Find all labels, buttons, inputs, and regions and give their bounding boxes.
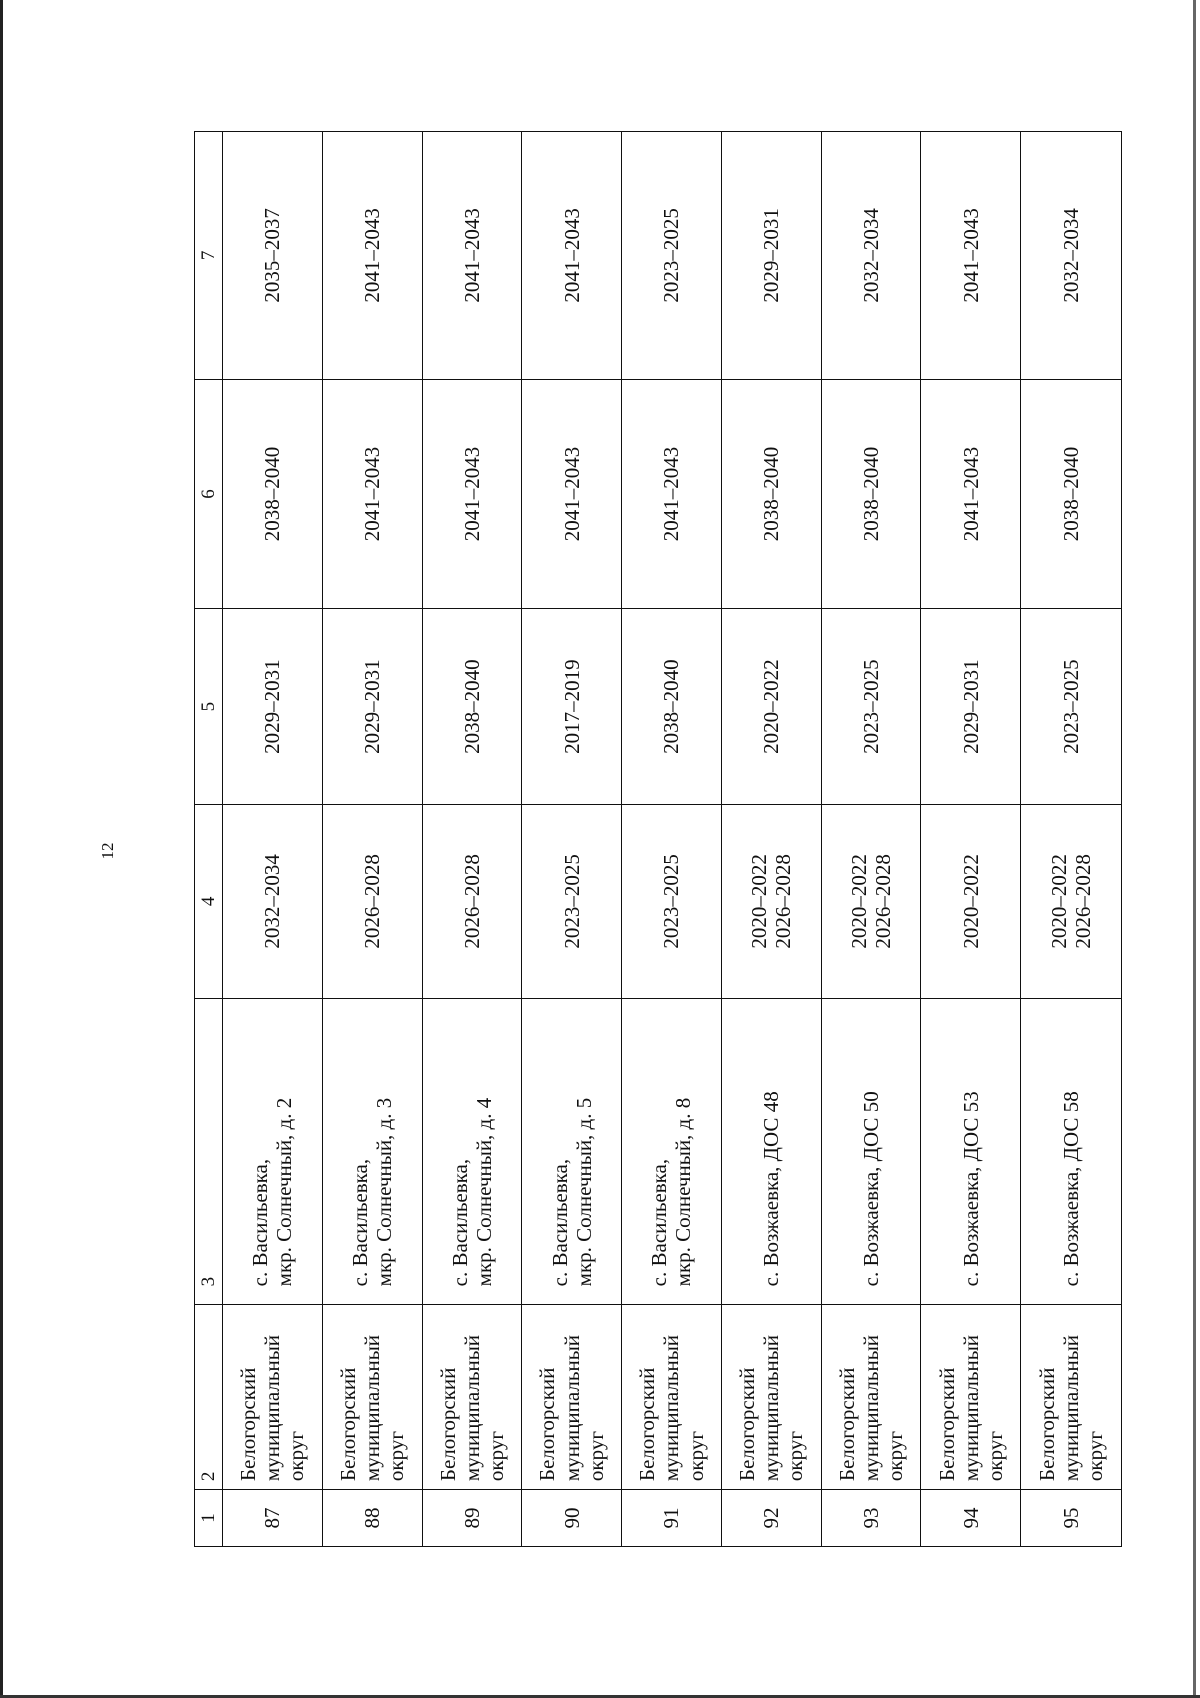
cell-address: [722, 999, 821, 1306]
cell-text: 2029–2031: [759, 208, 784, 303]
cell-period-7: [921, 132, 1020, 380]
header-cell-number: [195, 1490, 222, 1546]
cell-number: [1021, 1490, 1121, 1546]
cell-text: с. Васильевка, мкр. Солнечный, д. 2: [248, 1097, 297, 1287]
cell-text: 2020–2022 2026–2028: [1046, 854, 1096, 949]
page-number: 12: [98, 842, 117, 860]
cell-text: Белогорский муниципальный округ: [635, 1334, 708, 1482]
cell-text: 2041–2043: [659, 446, 684, 542]
cell-text: с. Возжаевка, ДОС 48: [759, 1091, 784, 1287]
cell-text: 2026–2028: [360, 854, 385, 949]
cell-text: с. Васильевка, мкр. Солнечный, д. 5: [547, 1097, 596, 1287]
cell-text: 2038–2040: [858, 446, 883, 542]
cell-text: Белогорский муниципальный округ: [1034, 1334, 1108, 1482]
header-cell-period-7: [195, 132, 222, 380]
cell-text: 2041–2043: [958, 446, 983, 542]
cell-number: [223, 1490, 322, 1546]
cell-period-4: [522, 805, 621, 999]
cell-number: [522, 1490, 621, 1546]
row-cells: [622, 132, 721, 1546]
row-cells: [822, 132, 921, 1546]
cell-text: Белогорский муниципальный округ: [236, 1334, 309, 1482]
cell-text: 94: [958, 1507, 983, 1529]
cell-text: 2029–2031: [958, 659, 983, 754]
row-cells: [423, 132, 522, 1546]
cell-period-5: [223, 609, 322, 805]
cell-period-5: [921, 609, 1020, 805]
cell-period-5: [622, 609, 721, 805]
cell-text: 2041–2043: [360, 208, 385, 303]
cell-period-6: [822, 380, 921, 610]
cell-period-4: [323, 805, 422, 999]
cell-period-6: [622, 380, 721, 610]
scan-edge-left: [0, 0, 3, 1698]
table-row: [423, 132, 523, 1546]
header-text: 3: [197, 1276, 219, 1287]
cell-address: [822, 999, 921, 1306]
cell-address: [622, 999, 721, 1306]
cell-text: 2017–2019: [559, 659, 584, 754]
row-cells: [1021, 132, 1121, 1546]
cell-number: [722, 1490, 821, 1546]
cell-text: Белогорский муниципальный округ: [535, 1334, 608, 1482]
header-text: 7: [197, 250, 219, 261]
header-cell-district: [195, 1305, 222, 1490]
cell-period-6: [921, 380, 1020, 610]
scan-edge-right: [1193, 0, 1196, 1698]
table-row: [722, 132, 822, 1546]
row-cells: [921, 132, 1020, 1546]
cell-text: 2026–2028: [459, 854, 484, 949]
cell-period-6: [522, 380, 621, 610]
table-row: [921, 132, 1021, 1546]
row-cells: [722, 132, 821, 1546]
header-text: 2: [197, 1471, 219, 1482]
cell-period-5: [1021, 609, 1121, 805]
data-table: [194, 131, 1122, 1547]
cell-text: 89: [459, 1507, 484, 1529]
cell-district: [323, 1305, 422, 1490]
header-cell-period-5: [195, 609, 222, 805]
cell-text: 2038–2040: [260, 446, 285, 542]
cell-text: 95: [1059, 1507, 1083, 1529]
cell-text: с. Возжаевка, ДОС 58: [1059, 1091, 1083, 1287]
cell-district: [722, 1305, 821, 1490]
cell-text: 2020–2022 2026–2028: [846, 854, 896, 949]
cell-text: 2041–2043: [559, 208, 584, 303]
cell-period-4: [1021, 805, 1121, 999]
cell-text: с. Васильевка, мкр. Солнечный, д. 4: [447, 1097, 496, 1287]
header-cell-period-6: [195, 380, 222, 610]
cell-text: Белогорский муниципальный округ: [735, 1334, 808, 1482]
cell-period-7: [822, 132, 921, 380]
cell-period-5: [323, 609, 422, 805]
cell-address: [921, 999, 1020, 1306]
cell-district: [622, 1305, 721, 1490]
cell-text: 2032–2034: [1059, 208, 1083, 303]
cell-text: Белогорский муниципальный округ: [834, 1334, 908, 1482]
cell-district: [522, 1305, 621, 1490]
cell-text: 2038–2040: [659, 659, 684, 754]
cell-text: с. Возжаевка, ДОС 53: [958, 1091, 983, 1287]
cell-number: [921, 1490, 1020, 1546]
cell-number: [622, 1490, 721, 1546]
cell-district: [921, 1305, 1020, 1490]
cell-period-5: [522, 609, 621, 805]
cell-period-7: [722, 132, 821, 380]
cell-number: [323, 1490, 422, 1546]
header-text: 1: [197, 1513, 219, 1523]
cell-district: [423, 1305, 522, 1490]
table-row: [622, 132, 722, 1546]
cell-number: [423, 1490, 522, 1546]
cell-period-6: [722, 380, 821, 610]
header-cells: [195, 132, 222, 1546]
cell-period-7: [223, 132, 322, 380]
row-cells: [323, 132, 422, 1546]
cell-period-6: [223, 380, 322, 610]
cell-text: Белогорский муниципальный округ: [335, 1334, 409, 1482]
cell-text: 2038–2040: [459, 659, 484, 754]
cell-text: 2029–2031: [360, 659, 385, 754]
cell-text: 2023–2025: [1059, 659, 1083, 754]
cell-period-4: [921, 805, 1020, 999]
cell-period-4: [223, 805, 322, 999]
cell-text: 92: [759, 1507, 784, 1529]
cell-text: с. Васильевка, мкр. Солнечный, д. 8: [647, 1097, 696, 1287]
cell-address: [423, 999, 522, 1306]
table-row: [1021, 132, 1121, 1546]
cell-period-4: [722, 805, 821, 999]
cell-period-5: [423, 609, 522, 805]
cell-text: 2041–2043: [360, 446, 385, 542]
cell-address: [1021, 999, 1121, 1306]
row-cells: [223, 132, 322, 1546]
cell-period-5: [722, 609, 821, 805]
header-cell-address: [195, 999, 222, 1306]
cell-text: 2041–2043: [559, 446, 584, 542]
cell-text: с. Возжаевка, ДОС 50: [858, 1091, 883, 1287]
cell-district: [1021, 1305, 1121, 1490]
cell-text: 2020–2022: [958, 854, 983, 949]
table-header-row: [195, 132, 223, 1546]
table-row: [223, 132, 323, 1546]
cell-period-6: [323, 380, 422, 610]
cell-text: 2023–2025: [659, 854, 684, 949]
cell-text: 93: [858, 1507, 883, 1529]
header-text: 4: [197, 896, 219, 907]
cell-text: 2038–2040: [1059, 446, 1083, 542]
table-row: [323, 132, 423, 1546]
row-cells: [522, 132, 621, 1546]
cell-period-4: [423, 805, 522, 999]
cell-text: 2041–2043: [459, 446, 484, 542]
cell-text: 87: [260, 1507, 285, 1529]
cell-text: 2029–2031: [260, 659, 285, 754]
cell-period-4: [822, 805, 921, 999]
table-row: [822, 132, 922, 1546]
cell-period-5: [822, 609, 921, 805]
cell-number: [822, 1490, 921, 1546]
cell-text: 2023–2025: [659, 208, 684, 303]
cell-text: 2032–2034: [858, 208, 883, 303]
cell-text: Белогорский муниципальный округ: [435, 1334, 508, 1482]
cell-text: 2035–2037: [260, 208, 285, 303]
cell-text: 91: [659, 1507, 684, 1529]
cell-address: [323, 999, 422, 1306]
cell-text: 2020–2022: [759, 659, 784, 754]
cell-text: 88: [360, 1507, 385, 1529]
cell-text: 2023–2025: [858, 659, 883, 754]
cell-text: 2023–2025: [559, 854, 584, 949]
cell-period-7: [323, 132, 422, 380]
header-text: 6: [197, 489, 219, 499]
cell-text: 2020–2022 2026–2028: [747, 854, 796, 949]
cell-address: [223, 999, 322, 1306]
cell-period-7: [1021, 132, 1121, 380]
cell-address: [522, 999, 621, 1306]
header-text: 5: [197, 701, 219, 712]
cell-text: 2032–2034: [260, 854, 285, 949]
cell-text: с. Васильевка, мкр. Солнечный, д. 3: [347, 1097, 397, 1287]
cell-period-6: [423, 380, 522, 610]
cell-period-6: [1021, 380, 1121, 610]
cell-text: 90: [559, 1507, 584, 1529]
header-cell-period-4: [195, 805, 222, 999]
cell-period-4: [622, 805, 721, 999]
cell-district: [223, 1305, 322, 1490]
cell-district: [822, 1305, 921, 1490]
cell-text: 2041–2043: [958, 208, 983, 303]
cell-period-7: [522, 132, 621, 380]
cell-text: Белогорский муниципальный округ: [934, 1334, 1007, 1482]
cell-text: 2041–2043: [459, 208, 484, 303]
table-row: [522, 132, 622, 1546]
cell-period-7: [423, 132, 522, 380]
cell-period-7: [622, 132, 721, 380]
cell-text: 2038–2040: [759, 446, 784, 542]
